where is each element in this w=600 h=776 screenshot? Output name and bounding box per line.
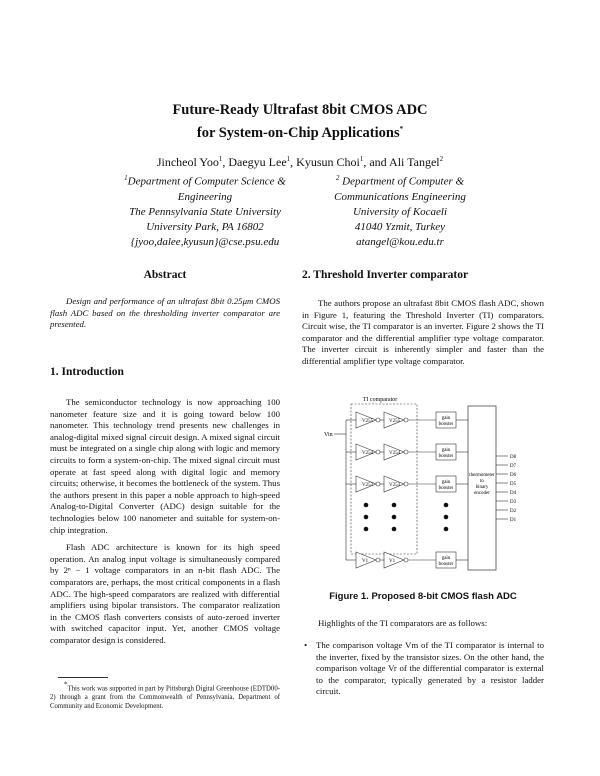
svg-text:gain: gain [441, 448, 451, 453]
output-d1: D1 [510, 518, 517, 523]
intro-paragraph-2: Flash ADC architecture is known for its high speed operation. An analog input voltage is simultaneously compared by 2ⁿ − 1 voltage comparators in an n-bit flash ADC. The comparators are, perhaps, the most critical components in a flash ADC. The high-speed comparators are realized with differential amplifiers using bipolar transistors. The comparator realization in the CMOS flash converters consists of auto-zeroed inverter with switched capacitor input. Yet, another CMOS voltage comparator design is considered. [50, 542, 280, 645]
highlights-intro: Highlights of the TI comparators are as follows: [318, 618, 488, 628]
row-4-label-a: V1 [362, 559, 369, 564]
svg-text:booster: booster [438, 422, 454, 427]
output-bits [496, 455, 517, 523]
ti-comparator-label: TI comparator [362, 397, 398, 403]
section-2-body [302, 298, 544, 368]
output-d4: D4 [510, 491, 517, 496]
abstract-heading: Abstract [143, 269, 187, 281]
author-4: Ali Tangel [389, 155, 440, 169]
output-d5: D5 [510, 482, 517, 487]
author-list: Jincheol Yoo$^1$, Daegyu Lee$^1$, Kyusun Choi$^1$, and Ali Tangel$^2$ [156, 155, 444, 169]
output-d3: D3 [510, 500, 517, 505]
footnote: *This work was supported in part by Pittsburgh Digital Greenhouse (EDTD00-2) through a grant from the Commonwealth of Pennsylvania, Department of Community and Economic Development. [50, 681, 280, 711]
ellipsis-dots [364, 503, 449, 532]
abstract-text: Design and performance of an ultrafast 8bit 0.25μm CMOS flash ADC based on the thresholding inverter comparator are presented. [50, 296, 280, 330]
svg-text:booster: booster [438, 486, 454, 491]
flash-adc-figure [318, 392, 530, 574]
comparator-row-3 [346, 476, 468, 492]
section-2-heading: 2. Threshold Inverter comparator [302, 269, 469, 281]
title-line-2: for System-on-Chip Applications* [196, 124, 404, 141]
section-2-paragraph: The authors propose an ultrafast 8bit CMOS flash ADC, shown in Figure 1, featuring the Threshold Inverter (TI) comparators. Circuit wise, the TI comparator is an inverter. Figure 2 shows the TI comparator and the differential amplifier type voltage comparator. The inverter circuit is inherently simpler and faster than the differential amplifier type voltage comparator. [302, 298, 544, 366]
footnote-rule [58, 677, 108, 678]
svg-text:booster: booster [438, 454, 454, 459]
encoder-label-3: binary [475, 485, 489, 490]
author-1: Jincheol Yoo [156, 155, 219, 169]
highlight-bullet-1: • The comparison voltage Vm of the TI comparator is internal to the inverter, fixed by the transistor sizes. On the other hand, the comparison voltage Vr of the differential comparator is external to the comparator, typically generated by a resistor ladder circuit. [304, 640, 544, 697]
title-footnote-mark: * [399, 125, 404, 133]
output-d7: D7 [510, 464, 517, 469]
comparator-row-2 [346, 444, 468, 460]
title-line-1: Future-Ready Ultrafast 8bit CMOS ADC [172, 102, 428, 118]
encoder-label-2: to [480, 479, 484, 484]
comparator-row-1 [346, 412, 468, 428]
author-2: Daegyu Lee [228, 155, 287, 169]
row-3-label-a: V253 [362, 483, 374, 488]
author-3: Kyusun Choi [296, 155, 360, 169]
introduction-heading: 1. Introduction [50, 366, 124, 378]
introduction-body [50, 397, 280, 646]
encoder-label-4: encoder [474, 491, 490, 496]
svg-text:gain: gain [441, 416, 451, 421]
affiliation-2: $^2$ Department of Computer & Communications Engineering University of Kocaeli 41040 Yzmit, Turkey atangel@kou.edu.tr [334, 174, 466, 248]
paper-title [0, 101, 600, 143]
vin-label: Vin [324, 432, 333, 438]
svg-text:gain: gain [441, 556, 451, 561]
row-3-label-b: V253 [389, 483, 401, 488]
output-d6: D6 [510, 473, 517, 478]
encoder-label-1: thermometer [469, 473, 495, 478]
figure-1-caption: Figure 1. Proposed 8-bit CMOS flash ADC [329, 591, 517, 602]
row-1-label-a: V255 [362, 419, 374, 424]
intro-paragraph-1: The semiconductor technology is now approaching 100 nanometer feature size and it is going toward below 100 nanometer. This technology trend presents new challenges in analog-digital mixed signal circuit design. A mixed signal circuit must be integrated on a single chip along with logic and memory circuits to form a system-on-chip. The mixed signal circuit must operate at fast speed along with digital logic and memory circuits; otherwise, it becomes the bottleneck of the system. Thus the authors present in this paper a noble approach to high-speed Analog-to-Digital Converter (ADC) design suitable for the technologies below 100 nanometer and suitable for system-on-chip integration. [50, 397, 280, 535]
row-1-label-b: V255 [389, 419, 401, 424]
comparator-row-4 [346, 552, 468, 568]
row-2-label-a: V254 [362, 451, 374, 456]
output-d2: D2 [510, 509, 517, 514]
svg-text:gain: gain [441, 480, 451, 485]
row-2-label-b: V254 [389, 451, 401, 456]
bullet-icon: • [304, 640, 308, 650]
affiliation-1: $^1$Department of Computer Science & Engineering The Pennsylvania State University University Park, PA 16802 {jyoo,dalee,kyusun}@cse.psu.edu [124, 174, 286, 248]
row-4-label-b: V1 [389, 559, 396, 564]
svg-text:booster: booster [438, 562, 454, 567]
output-d8: D8 [510, 455, 517, 460]
